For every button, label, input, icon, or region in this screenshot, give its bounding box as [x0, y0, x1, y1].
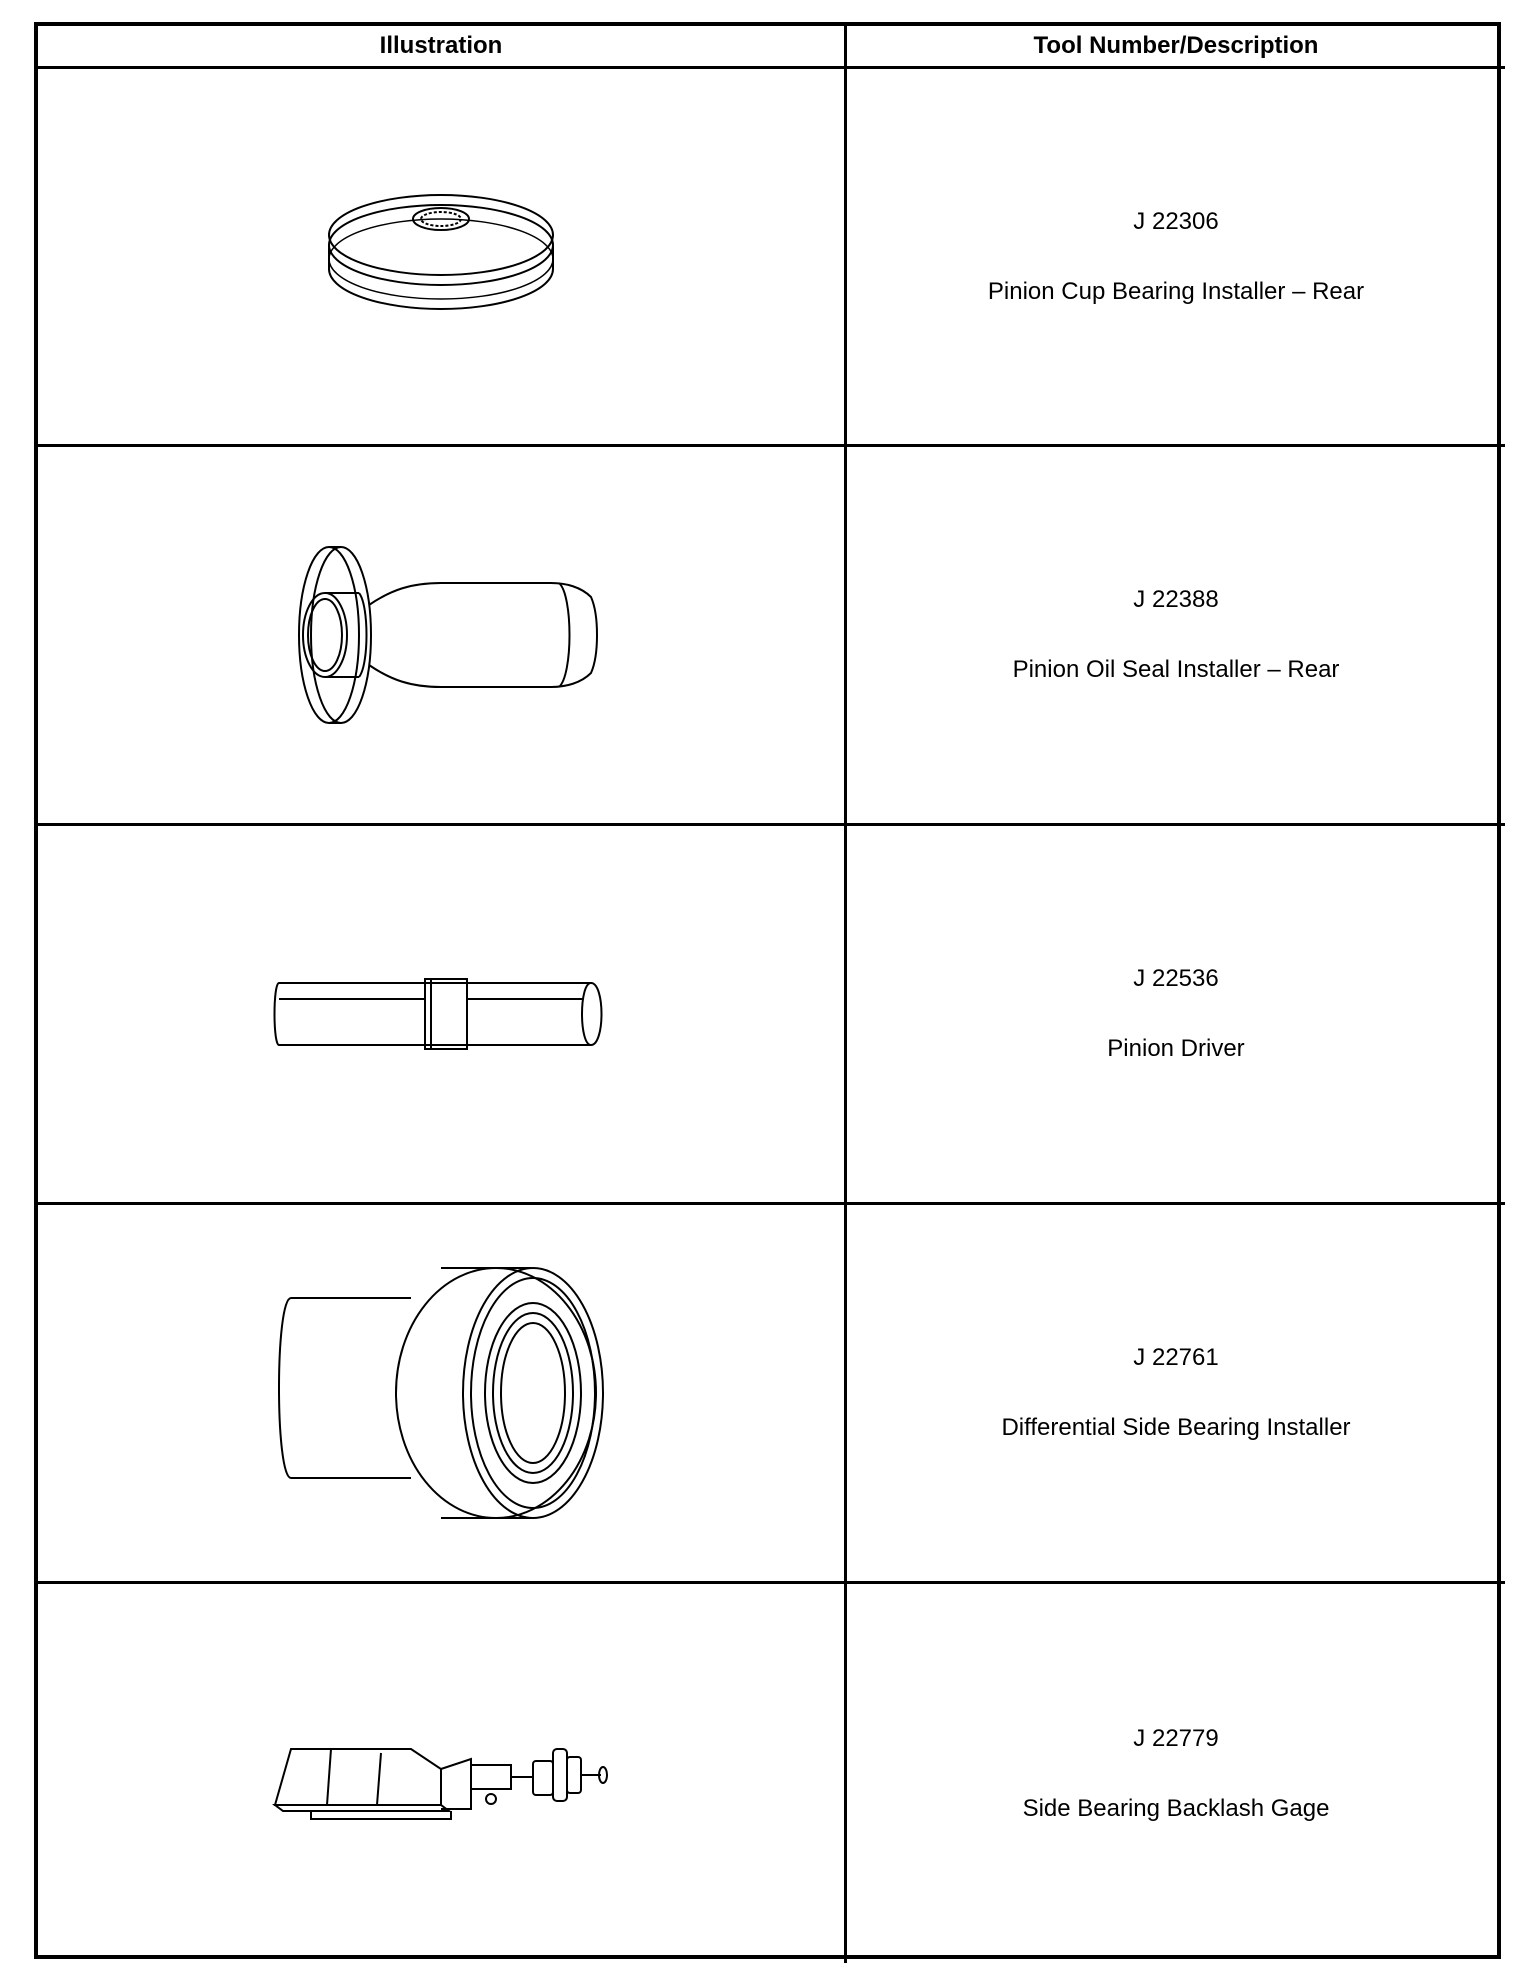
description-cell: [847, 826, 1505, 1205]
description-cell: [847, 69, 1505, 447]
description-cell: [847, 1584, 1505, 1963]
tool-number: J 22536: [1133, 965, 1219, 992]
description-cell: [847, 1205, 1505, 1584]
illustration-cell: [38, 447, 847, 826]
pinion-oil-seal-installer-icon: [281, 535, 601, 735]
pinion-driver-icon: [271, 969, 611, 1059]
illustration-cell: [38, 826, 847, 1205]
tool-description: Pinion Driver: [1107, 1035, 1245, 1062]
tool-description: Pinion Cup Bearing Installer – Rear: [987, 277, 1365, 305]
pinion-cup-bearing-installer-icon: [321, 187, 561, 327]
tool-description: Pinion Oil Seal Installer – Rear: [1012, 656, 1340, 683]
header-tool-description: Tool Number/Description: [847, 26, 1505, 69]
tool-number: J 22306: [1133, 207, 1219, 235]
tool-number: J 22761: [1133, 1344, 1219, 1371]
description-cell: [847, 447, 1505, 826]
illustration-cell: [38, 1205, 847, 1584]
illustration-cell: [38, 69, 847, 447]
differential-side-bearing-installer-icon: [271, 1258, 611, 1528]
tool-number: J 22779: [1133, 1724, 1219, 1752]
tool-number: J 22388: [1133, 586, 1219, 613]
tool-description: Differential Side Bearing Installer: [1001, 1414, 1351, 1441]
tool-table: [34, 22, 1501, 1959]
illustration-cell: [38, 1584, 847, 1963]
side-bearing-backlash-gage-icon: [271, 1719, 611, 1829]
tool-description: Side Bearing Backlash Gage: [1022, 1794, 1330, 1822]
header-illustration: Illustration: [38, 26, 847, 69]
